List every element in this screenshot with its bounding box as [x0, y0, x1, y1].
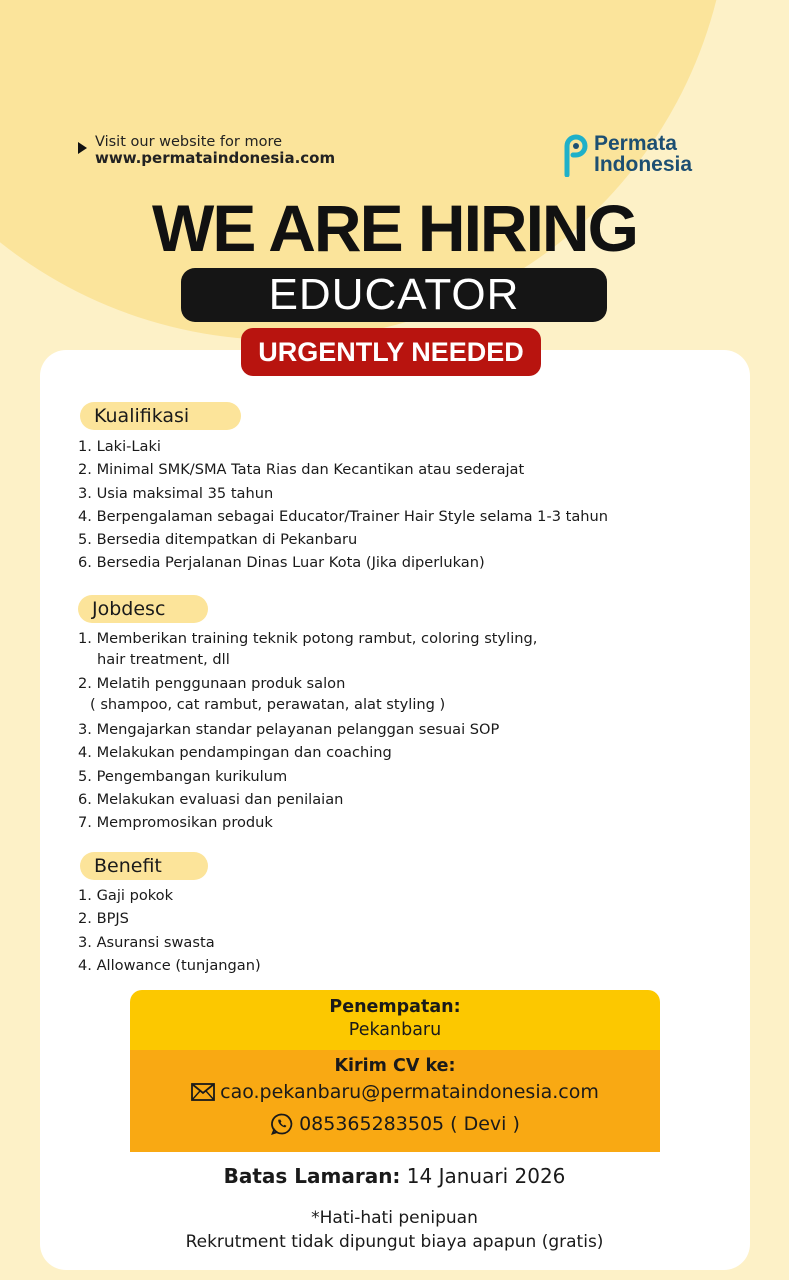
list-item: 4. Berpengalaman sebagai Educator/Trainer Hair Style selama 1-3 tahun: [78, 507, 609, 525]
website-info: [78, 134, 335, 166]
list-item: 3. Mengajarkan standar pelayanan pelanggan sesuai SOP: [78, 721, 500, 738]
application-deadline: [0, 1164, 789, 1188]
placement-value: Pekanbaru: [348, 1020, 442, 1040]
urgent-badge: URGENTLY NEEDED: [241, 328, 541, 376]
list-item: [78, 628, 537, 673]
deadline-date: 14 Januari 2026: [406, 1164, 566, 1188]
kualifikasi-list: [78, 435, 608, 575]
list-item-line: 1. Memberikan training teknik potong rambut, coloring styling,: [78, 630, 538, 647]
logo-line-2: Indonesia: [594, 153, 693, 176]
mail-icon: [191, 1083, 215, 1101]
send-cv-box: [130, 1050, 660, 1152]
list-item: 5. Pengembangan kurikulum: [78, 767, 288, 785]
position-banner: EDUCATOR: [181, 268, 607, 322]
benefit-list: [78, 884, 261, 977]
website-link[interactable]: www.permataindonesia.com: [95, 149, 336, 167]
list-item: 1. Gaji pokok: [78, 887, 174, 904]
placement-box: [130, 990, 660, 1050]
list-item-line: ( shampoo, cat rambut, perawatan, alat styling ): [90, 696, 446, 713]
send-cv-label: Kirim CV ke:: [334, 1056, 456, 1076]
placement-label: Penempatan:: [329, 997, 461, 1017]
list-item: 7. Mempromosikan produk: [78, 814, 273, 832]
logo-line-1: Permata: [594, 132, 677, 155]
fraud-warning: [0, 1206, 789, 1254]
jobdesc-heading: Jobdesc: [78, 595, 208, 623]
list-item: 1. Laki-Laki: [78, 438, 161, 455]
permata-logo-icon: [562, 133, 588, 177]
warning-line-1: *Hati-hati penipuan: [311, 1208, 478, 1228]
warning-line-2: Rekrutment tidak dipungut biaya apapun (gratis): [185, 1232, 604, 1252]
list-item-line: 2. Melatih penggunaan produk salon: [78, 675, 346, 692]
list-item: 6. Melakukan evaluasi dan penilaian: [78, 790, 344, 808]
brand-logo: [562, 133, 692, 177]
phone-contact[interactable]: [130, 1112, 660, 1136]
email-address[interactable]: cao.pekanbaru@permataindonesia.com: [220, 1081, 599, 1103]
phone-number[interactable]: 085365283505 ( Devi ): [299, 1113, 520, 1135]
list-item-line: hair treatment, dll: [97, 651, 230, 668]
kualifikasi-heading: Kualifikasi: [80, 402, 241, 430]
play-arrow-icon: [78, 142, 87, 154]
list-item: 5. Bersedia ditempatkan di Pekanbaru: [78, 531, 358, 549]
list-item: [78, 673, 537, 718]
email-contact[interactable]: [130, 1081, 660, 1103]
benefit-heading: Benefit: [80, 852, 208, 880]
hiring-headline: WE ARE HIRING: [152, 191, 637, 265]
list-item: 4. Melakukan pendampingan dan coaching: [78, 744, 392, 762]
list-item: 4. Allowance (tunjangan): [78, 956, 261, 974]
jobdesc-list: [78, 628, 537, 834]
list-item: 3. Usia maksimal 35 tahun: [78, 484, 274, 502]
visit-text: Visit our website for more: [95, 134, 283, 150]
list-item: 2. Minimal SMK/SMA Tata Rias dan Kecantikan atau sederajat: [78, 461, 525, 479]
list-item: 3. Asuransi swasta: [78, 933, 215, 951]
whatsapp-icon: [270, 1112, 294, 1136]
deadline-label: Batas Lamaran:: [223, 1164, 401, 1188]
list-item: 2. BPJS: [78, 910, 129, 928]
list-item: 6. Bersedia Perjalanan Dinas Luar Kota (Jika diperlukan): [78, 554, 485, 572]
